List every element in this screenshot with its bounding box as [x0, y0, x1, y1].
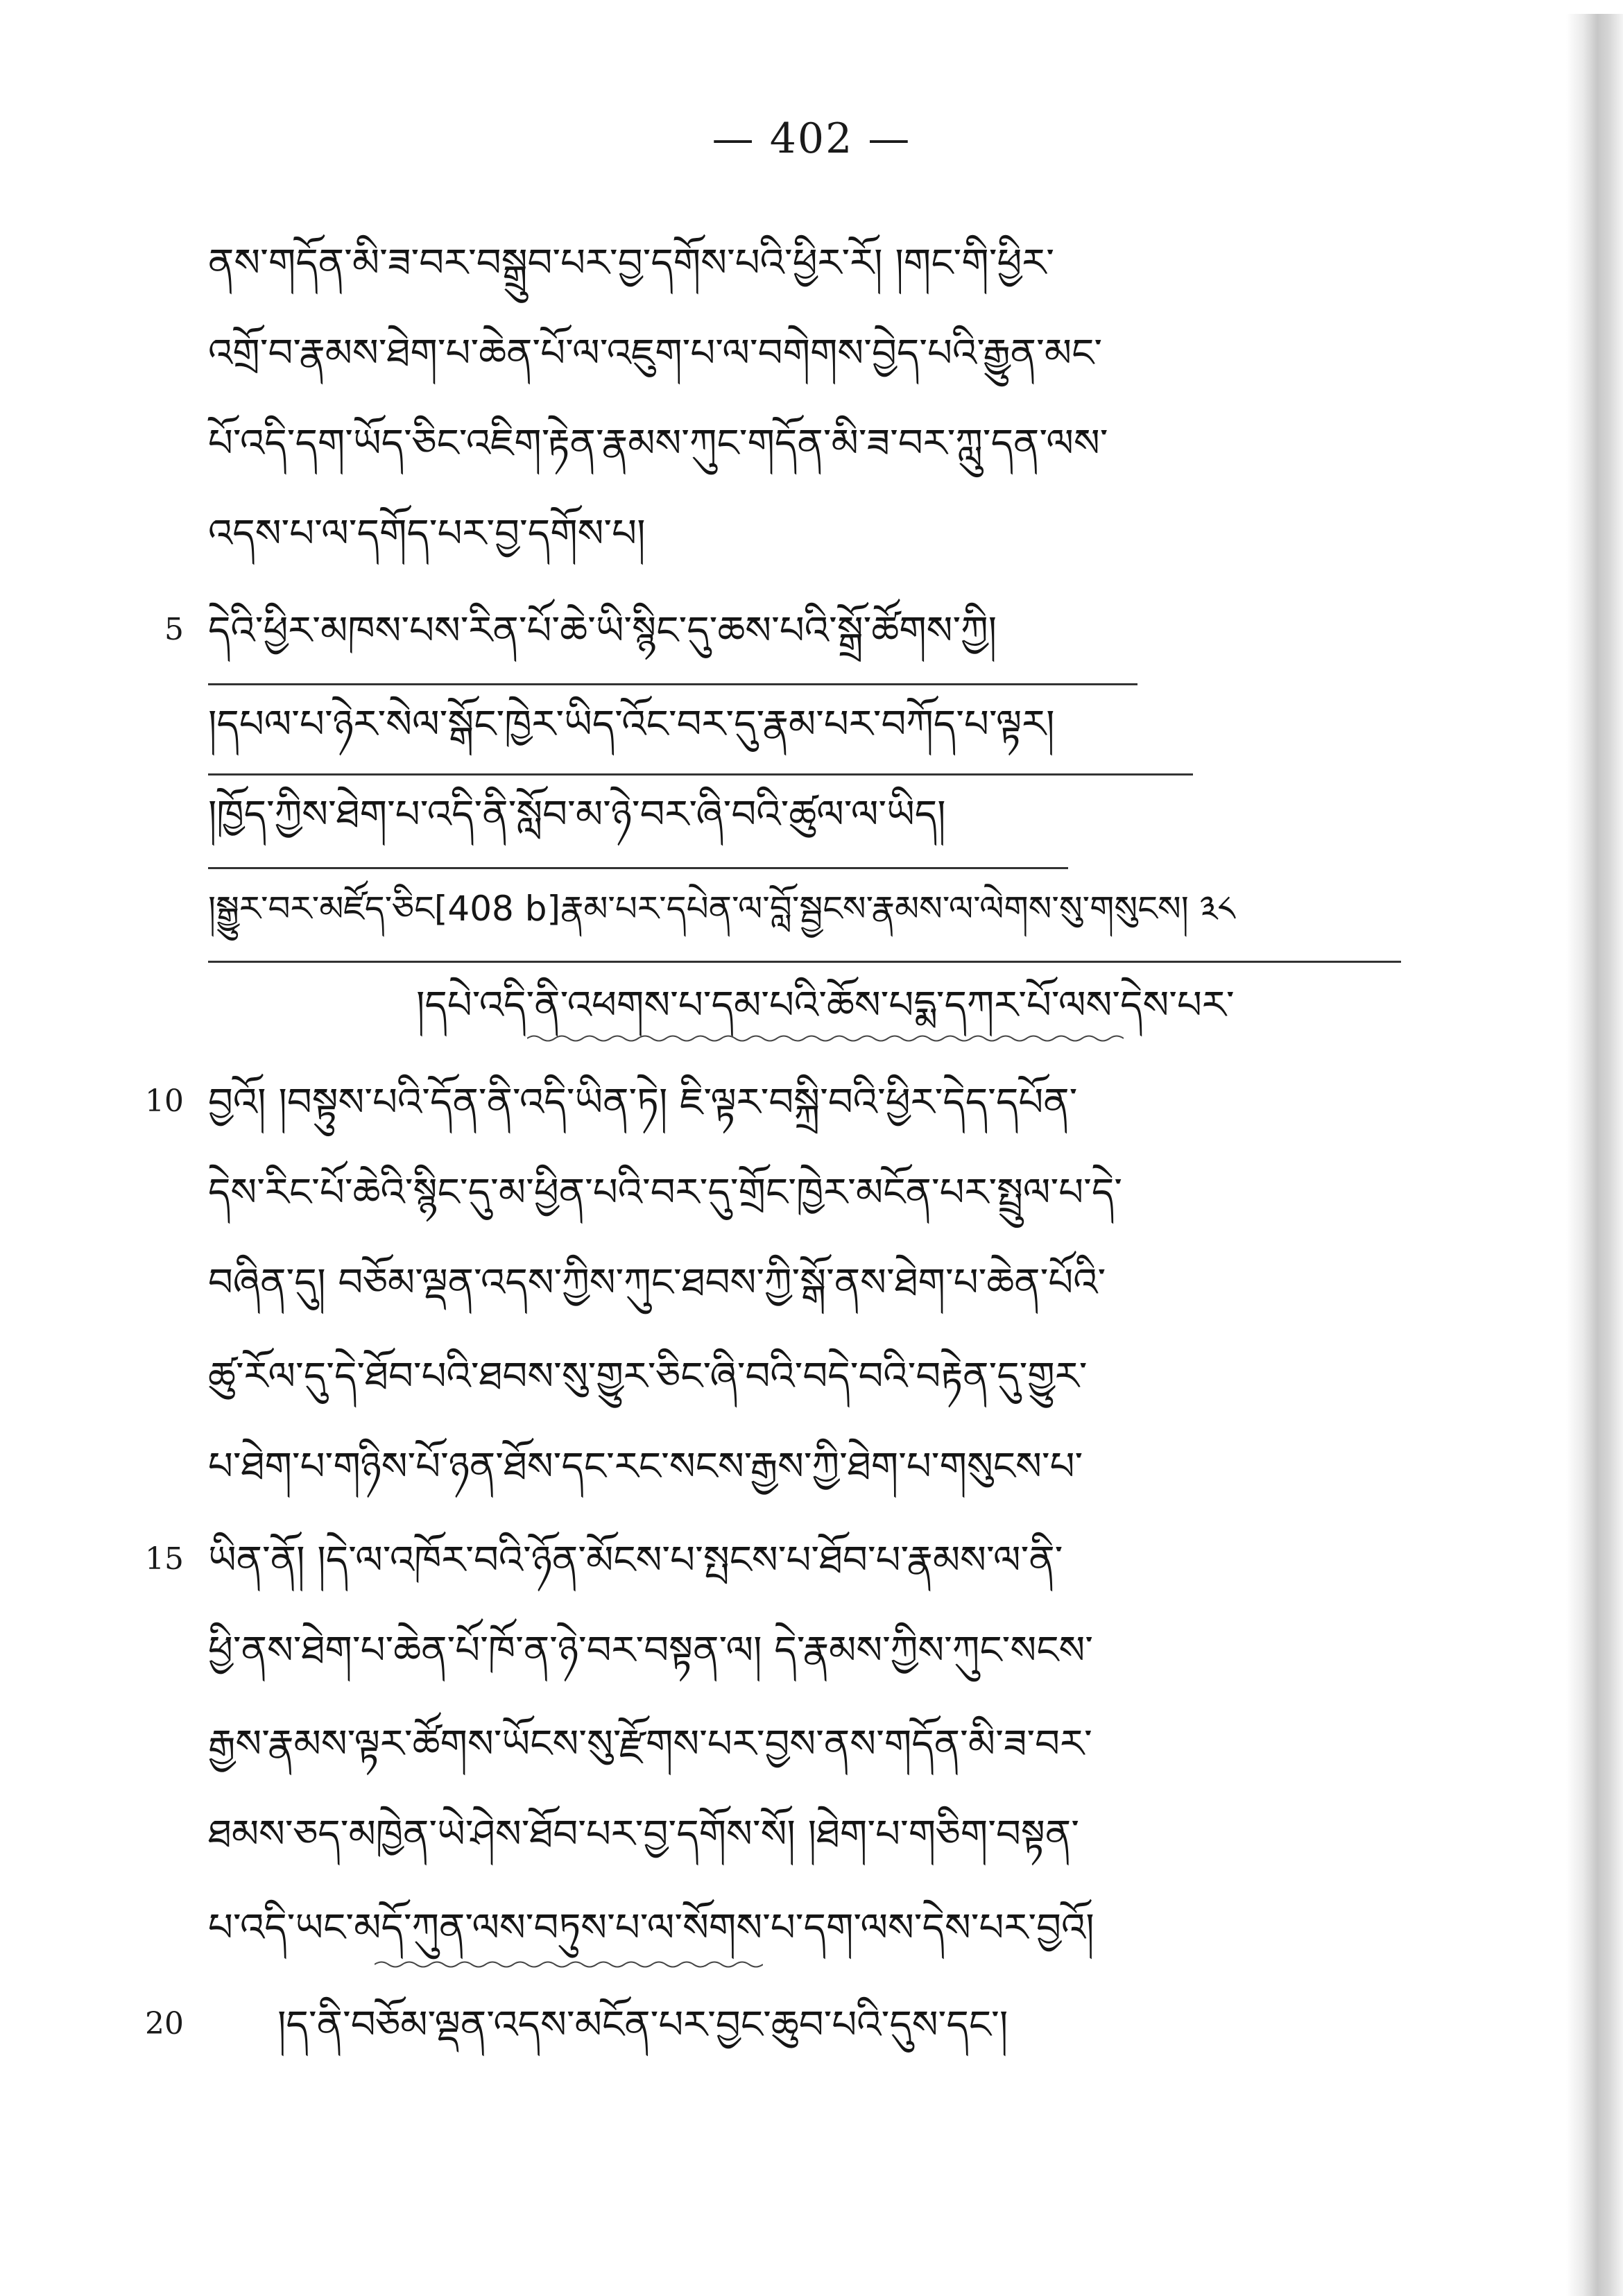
line-text: འགྲོ་བ་རྣམས་ཐེག་པ་ཆེན་པོ་ལ་འཇུག་པ་ལ་བགེགས་བྱེད་པའི་རྒྱུན་མང་: [208, 331, 1103, 376]
text-line: [0, 874, 1623, 943]
text-line: [0, 1710, 1623, 1779]
text-line: [0, 597, 1623, 666]
text-line: [0, 1894, 1623, 1963]
text-line: [0, 690, 1623, 760]
line-text: །ད་ནི་བཅོམ་ལྡན་འདས་མངོན་པར་བྱང་ཆུབ་པའི་དུས་དང་།: [277, 2003, 1008, 2048]
text-line: [0, 1432, 1623, 1502]
line-number: 20: [145, 2006, 184, 2041]
line-text: ཐམས་ཅད་མཁྱེན་ཡེ་ཤེས་ཐོབ་པར་བྱ་དགོས་སོ། །ཐེག་པ་གཅིག་བསྟན་: [208, 1812, 1079, 1857]
text-line: [0, 1526, 1623, 1595]
text-line: [0, 1068, 1623, 1138]
line-text: །དཔེ་འདི་ནི་འཕགས་པ་དམ་པའི་ཆོས་པདྨ་དཀར་པོ་ལས་དེས་པར་: [416, 983, 1235, 1028]
line-text: ཕྱི་ནས་ཐེག་པ་ཆེན་པོ་ཁོ་ན་ཉེ་བར་བསྟན་ལ། དེ་རྣམས་ཀྱིས་ཀུང་སངས་: [208, 1628, 1094, 1673]
text-line: [0, 1991, 1623, 2060]
line-text: ནས་གདོན་མི་ཟ་བར་བསྒྲུབ་པར་བྱ་དགོས་པའི་ཕྱིར་རོ། །གང་གི་ཕྱིར་: [208, 241, 1055, 286]
text-line: [0, 780, 1623, 850]
text-line: [0, 229, 1623, 298]
underline-rule: [208, 961, 1401, 963]
line-text: དེའི་ཕྱིར་མཁས་པས་རིན་པོ་ཆེ་ཡི་སྙིང་དུ་ཆས་པའི་སྒྲོ་ཚོགས་ཀྱི།: [208, 608, 997, 653]
underline-rule: [208, 867, 1068, 869]
text-line: [0, 499, 1623, 569]
line-text: འདས་པ་ལ་དགོད་པར་བྱ་དགོས་པ།: [208, 511, 646, 556]
text-line: [0, 409, 1623, 479]
line-text: །དཔལ་པ་ཉེར་སེལ་སྒོང་ཁྱེར་ཡིད་འོང་བར་དུ་རྣམ་པར་བཀོད་པ་ལྟར།: [208, 702, 1055, 747]
text-line: [0, 1249, 1623, 1318]
line-number: 5: [164, 612, 184, 647]
line-text: ཡིན་ནོ། །དེ་ལ་འཁོར་བའི་ཉོན་མོངས་པ་སྤངས་པ་ཐོབ་པ་རྣམས་ལ་ནི་: [208, 1538, 1063, 1583]
line-text: བཞིན་དུ། བཅོམ་ལྡན་འདས་ཀྱིས་ཀུང་ཐབས་ཀྱི་སྒོ་ནས་ཐེག་པ་ཆེན་པོའི་: [208, 1260, 1106, 1305]
line-text: །ཁྱོད་ཀྱིས་ཐེག་པ་འདི་ནི་སློབ་མ་ཉེ་བར་ཞི་བའི་ཚུལ་ལ་ཡིད།: [208, 792, 946, 837]
line-text: པོ་འདི་དག་ཡོད་ཅིང་འཇིག་རྟེན་རྣམས་ཀུང་གདོན་མི་ཟ་བར་ཀླུ་དན་ལས་: [208, 421, 1108, 466]
page-number: — 402 —: [712, 114, 911, 163]
line-text: དེས་རིང་པོ་ཆེའི་སྙིང་དུ་མ་ཕྱིན་པའི་བར་དུ་གྲོང་ཁྱེར་མངོན་པར་སྤྲུལ་པ་དེ་: [208, 1170, 1123, 1215]
underline-rule: [208, 683, 1137, 685]
text-line: [0, 1800, 1623, 1869]
line-text: རྒྱས་རྣམས་ལྟར་ཚོགས་ཡོངས་སུ་རྫོགས་པར་བྱས་ནས་གདོན་མི་ཟ་བར་: [208, 1722, 1092, 1767]
text-line: [0, 971, 1623, 1040]
underline-rule: [208, 773, 1193, 776]
line-number: 10: [145, 1083, 184, 1119]
text-line: [0, 1342, 1623, 1412]
line-text: བྱའོ། །བསྟུས་པའི་དོན་ནི་འདི་ཡིན་ཏེ། ཇི་ལྟར་བསྐྲི་བའི་ཕྱིར་དེད་དཔོན་: [208, 1080, 1078, 1125]
line-text: །སྒྱུར་བར་མཛོད་ཅིང[408 b]རྣམ་པར་དཔེན་ལ་བློ་སྦྱངས་རྣམས་ལ་ལེགས་སུ་གསུངས། ༣༨: [208, 889, 1235, 929]
wavy-underline: [375, 1960, 763, 1969]
line-text: པ་འདི་ཡང་མདོ་ཀུན་ལས་བཏུས་པ་ལ་སོགས་པ་དག་ལས་དེས་པར་བྱའོ།: [208, 1905, 1094, 1951]
wavy-underline: [527, 1034, 1124, 1043]
line-number: 15: [145, 1541, 184, 1577]
line-text: པ་ཐེག་པ་གཉིས་པོ་ཉན་ཐོས་དང་རང་སངས་རྒྱས་ཀྱི་ཐེག་པ་གསུངས་པ་: [208, 1444, 1083, 1489]
text-line: [0, 319, 1623, 388]
line-text: ཚུ་རོལ་དུ་དེ་ཐོབ་པའི་ཐབས་སུ་གྱུར་ཅིང་ཞི་བའི་བདེ་བའི་བརྟེན་དུ་གྱུར་: [208, 1354, 1088, 1399]
text-line: [0, 1158, 1623, 1228]
text-line: [0, 1616, 1623, 1686]
